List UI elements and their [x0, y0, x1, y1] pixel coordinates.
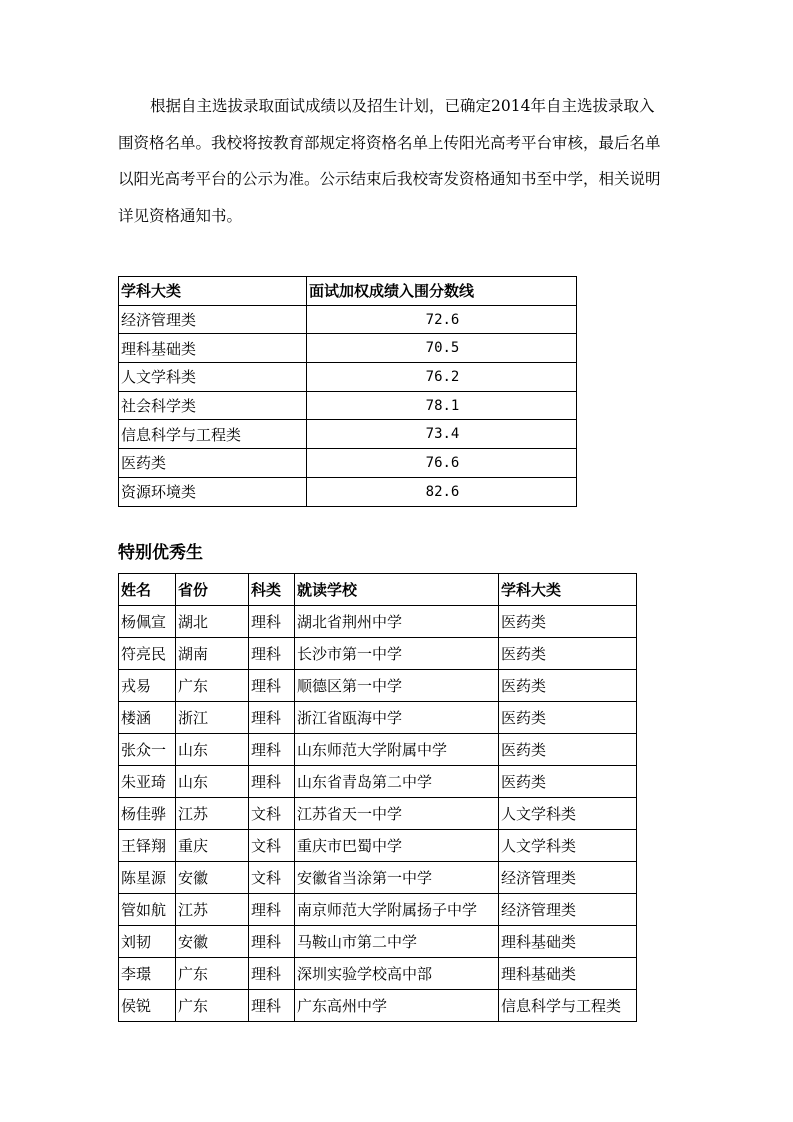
table-row [119, 638, 637, 670]
table-header-row [119, 574, 637, 606]
school-cell: 顺德区第一中学 [295, 670, 499, 702]
track-cell: 理科 [249, 702, 295, 734]
name-cell: 侯锐 [119, 990, 176, 1022]
header-name: 姓名 [119, 574, 176, 606]
table-row [119, 449, 577, 478]
discipline-cell: 医药类 [499, 638, 637, 670]
name-cell: 楼涵 [119, 702, 176, 734]
table-header-row [119, 277, 577, 306]
table-row [119, 734, 637, 766]
discipline-cell: 资源环境类 [119, 477, 307, 506]
discipline-cell: 社会科学类 [119, 391, 307, 420]
table-row [119, 420, 577, 449]
school-cell: 山东师范大学附属中学 [295, 734, 499, 766]
province-cell: 广东 [176, 990, 249, 1022]
table-row [119, 766, 637, 798]
name-cell: 李璟 [119, 958, 176, 990]
table-row [119, 477, 577, 506]
intro-paragraph [118, 88, 663, 234]
track-cell: 文科 [249, 798, 295, 830]
discipline-cell: 医药类 [499, 734, 637, 766]
province-cell: 山东 [176, 766, 249, 798]
discipline-cell: 理科基础类 [119, 334, 307, 363]
school-cell: 深圳实验学校高中部 [295, 958, 499, 990]
school-cell: 马鞍山市第二中学 [295, 926, 499, 958]
school-cell: 长沙市第一中学 [295, 638, 499, 670]
discipline-cell: 信息科学与工程类 [119, 420, 307, 449]
name-cell: 朱亚琦 [119, 766, 176, 798]
discipline-cell: 经济管理类 [119, 305, 307, 334]
province-cell: 湖南 [176, 638, 249, 670]
track-cell: 理科 [249, 638, 295, 670]
track-cell: 理科 [249, 894, 295, 926]
table-row [119, 990, 637, 1022]
discipline-cell: 医药类 [119, 449, 307, 478]
table-row [119, 334, 577, 363]
discipline-cell: 医药类 [499, 670, 637, 702]
header-cutoff-score: 面试加权成绩入围分数线 [307, 277, 577, 306]
score-cell: 70.5 [307, 334, 577, 363]
header-track: 科类 [249, 574, 295, 606]
province-cell: 广东 [176, 958, 249, 990]
table-row [119, 606, 637, 638]
score-cell: 78.1 [307, 391, 577, 420]
discipline-cell: 医药类 [499, 606, 637, 638]
header-discipline: 学科大类 [119, 277, 307, 306]
province-cell: 广东 [176, 670, 249, 702]
track-cell: 理科 [249, 990, 295, 1022]
discipline-cell: 理科基础类 [499, 958, 637, 990]
name-cell: 管如航 [119, 894, 176, 926]
school-cell: 广东高州中学 [295, 990, 499, 1022]
table-row [119, 862, 637, 894]
province-cell: 浙江 [176, 702, 249, 734]
school-cell: 江苏省天一中学 [295, 798, 499, 830]
discipline-cell: 医药类 [499, 766, 637, 798]
discipline-cell: 经济管理类 [499, 894, 637, 926]
school-cell: 浙江省瓯海中学 [295, 702, 499, 734]
outstanding-students-table [118, 573, 637, 1022]
table-row [119, 670, 637, 702]
table-row [119, 926, 637, 958]
name-cell: 张众一 [119, 734, 176, 766]
discipline-cell: 医药类 [499, 702, 637, 734]
school-cell: 南京师范大学附属扬子中学 [295, 894, 499, 926]
school-cell: 山东省青岛第二中学 [295, 766, 499, 798]
name-cell: 王铎翔 [119, 830, 176, 862]
school-cell: 重庆市巴蜀中学 [295, 830, 499, 862]
table-row [119, 391, 577, 420]
province-cell: 山东 [176, 734, 249, 766]
province-cell: 江苏 [176, 798, 249, 830]
name-cell: 杨佳骅 [119, 798, 176, 830]
discipline-cell: 人文学科类 [499, 798, 637, 830]
header-province: 省份 [176, 574, 249, 606]
name-cell: 戎易 [119, 670, 176, 702]
table-row [119, 958, 637, 990]
discipline-cell: 信息科学与工程类 [499, 990, 637, 1022]
province-cell: 安徽 [176, 862, 249, 894]
table-row [119, 830, 637, 862]
track-cell: 理科 [249, 766, 295, 798]
track-cell: 理科 [249, 958, 295, 990]
name-cell: 陈星源 [119, 862, 176, 894]
score-cell: 76.2 [307, 363, 577, 392]
discipline-cell: 理科基础类 [499, 926, 637, 958]
table-row [119, 798, 637, 830]
name-cell: 杨佩宣 [119, 606, 176, 638]
province-cell: 安徽 [176, 926, 249, 958]
intro-text: 根据自主选拔录取面试成绩以及招生计划，已确定2014年自主选拔录取入围资格名单。我校将按教育部规定将资格名单上传阳光高考平台审核，最后名单以阳光高考平台的公示为准。公示结束后我校寄发资格通知书至中学，相关说明详见资格通知书。 [118, 97, 661, 225]
track-cell: 文科 [249, 830, 295, 862]
table-row [119, 894, 637, 926]
province-cell: 江苏 [176, 894, 249, 926]
score-cell: 82.6 [307, 477, 577, 506]
track-cell: 理科 [249, 734, 295, 766]
track-cell: 理科 [249, 670, 295, 702]
school-cell: 安徽省当涂第一中学 [295, 862, 499, 894]
name-cell: 刘韧 [119, 926, 176, 958]
table-row [119, 702, 637, 734]
school-cell: 湖北省荆州中学 [295, 606, 499, 638]
section-title: 特别优秀生 [118, 543, 203, 563]
table-row [119, 305, 577, 334]
track-cell: 理科 [249, 926, 295, 958]
track-cell: 理科 [249, 606, 295, 638]
discipline-cell: 人文学科类 [499, 830, 637, 862]
table-row [119, 363, 577, 392]
track-cell: 文科 [249, 862, 295, 894]
province-cell: 重庆 [176, 830, 249, 862]
score-cell: 72.6 [307, 305, 577, 334]
discipline-cell: 人文学科类 [119, 363, 307, 392]
cutoff-score-table [118, 276, 577, 507]
header-discipline: 学科大类 [499, 574, 637, 606]
score-cell: 76.6 [307, 449, 577, 478]
header-school: 就读学校 [295, 574, 499, 606]
name-cell: 符亮民 [119, 638, 176, 670]
discipline-cell: 经济管理类 [499, 862, 637, 894]
score-cell: 73.4 [307, 420, 577, 449]
province-cell: 湖北 [176, 606, 249, 638]
